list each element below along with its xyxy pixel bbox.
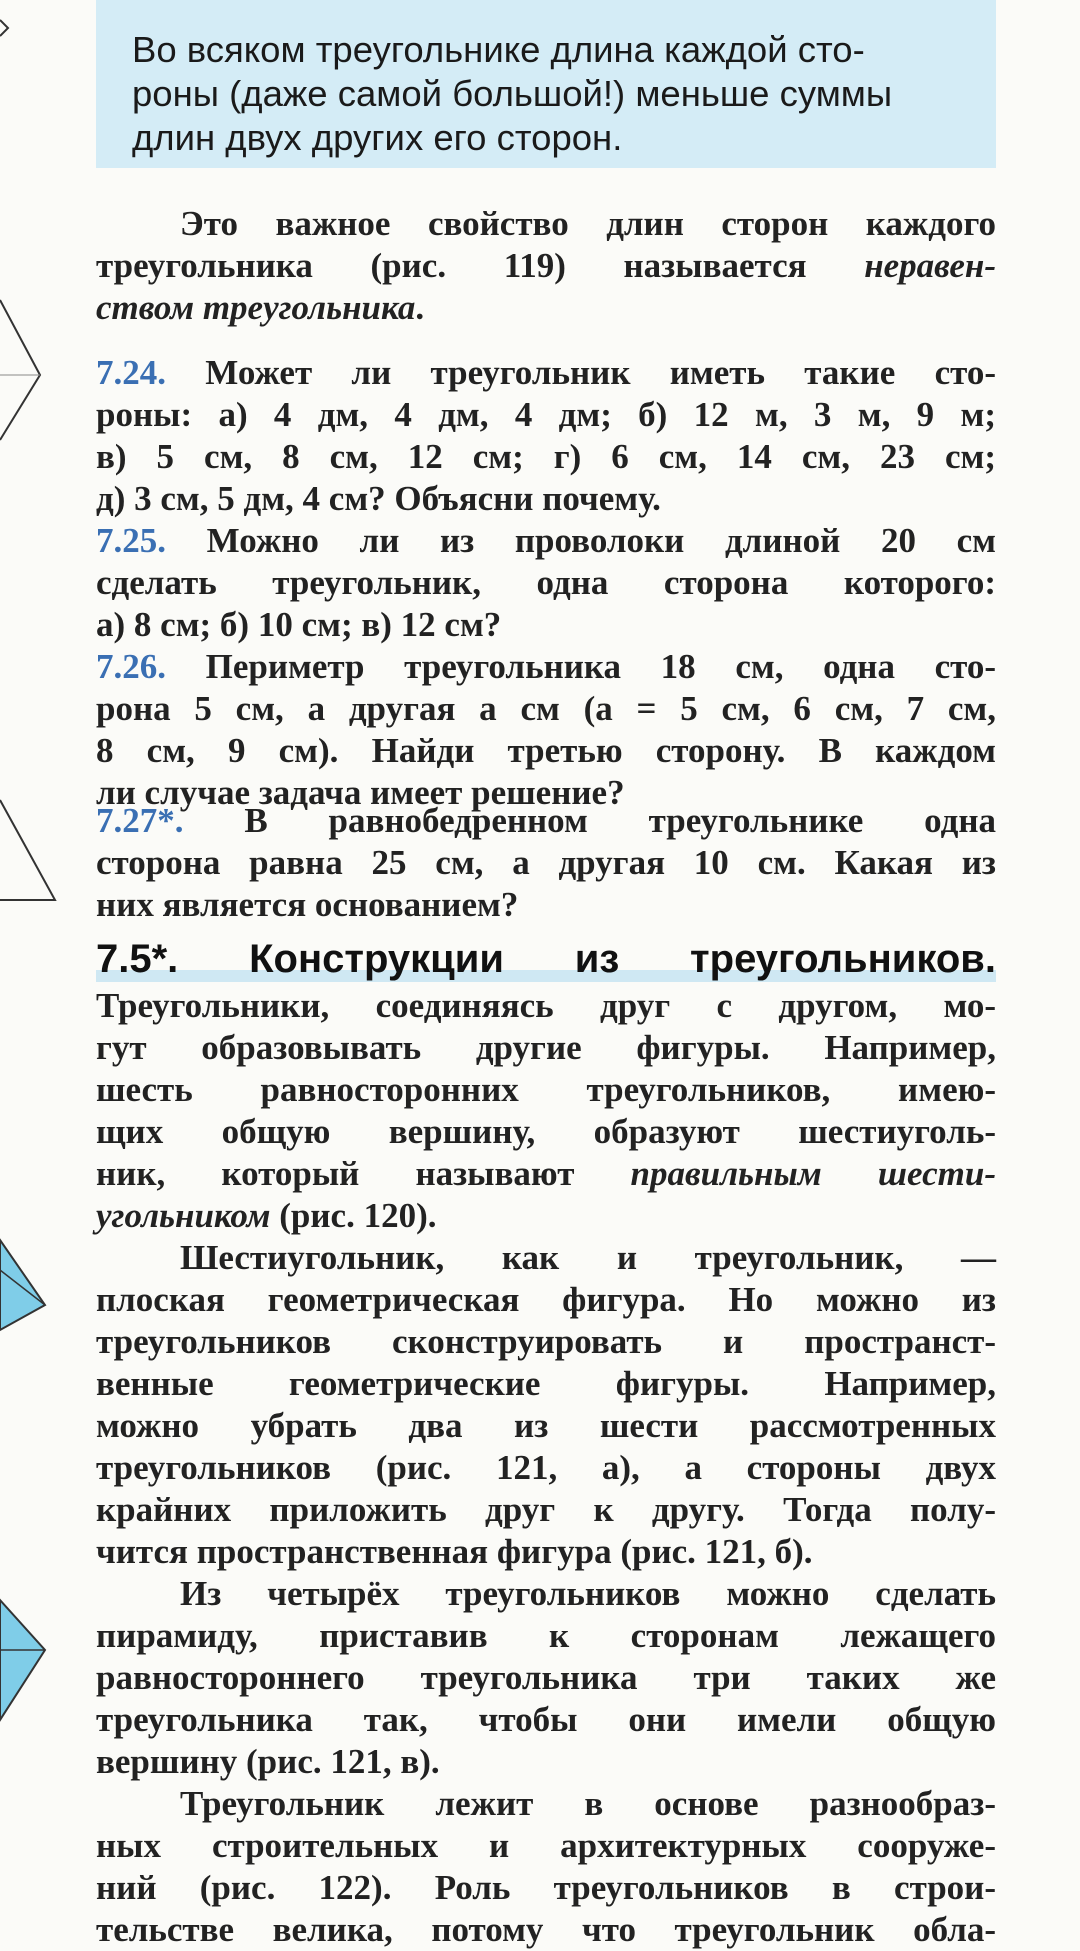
intro-line [96,287,996,329]
body-line: шесть равносторонних треугольников, имею- [96,1070,996,1109]
exercise-line: а) 8 см; б) 10 см; в) 12 см? [96,605,502,644]
body-line: треугольников сконструировать и пространст- [96,1322,996,1361]
triangle-fragment-top [0,20,40,440]
body-line: вершину (рис. 121, в). [96,1742,440,1781]
intro-line: Это важное свойство длин сторон каждого [180,204,996,243]
term-italic: угольником [96,1196,271,1235]
body-line: пирамиду, приставив к сторонам лежащего [96,1616,996,1655]
rule-line: роны (даже самой большой!) меньше суммы [132,73,893,114]
exercise-number: 7.26. [96,647,166,686]
intro-line [96,245,996,287]
body-line: чится пространственная фигура (рис. 121, б). [96,1532,813,1571]
exercise-line: рона 5 см, а другая а см (а = 5 см, 6 см, 7 см, [96,689,996,728]
exercise-line: в) 5 см, 8 см, 12 см; г) 6 см, 14 см, 23 см; [96,437,996,476]
term-italic: ством треугольника [96,288,416,327]
intro-text: треугольника (рис. 119) называется [96,246,865,285]
exercise-text: В равнобедренном треугольнике одна [244,801,996,840]
body-line: крайних приложить друг к другу. Тогда полу- [96,1490,996,1529]
body-line: гут образовывать другие фигуры. Например, [96,1028,996,1067]
exercise-number: 7.24. [96,353,166,392]
exercise-7-25 [96,520,996,562]
section-heading: 7.5*. Конструкции из треугольников. [96,937,996,981]
exercise-line: д) 3 см, 5 дм, 4 см? Объясни почему. [96,479,661,518]
body-line: венные геометрические фигуры. Например, [96,1364,996,1403]
body-line: ний (рис. 122). Роль треугольников в строи- [96,1868,996,1907]
body-line: Из четырёх треугольников можно сделать [180,1574,996,1613]
body-line: плоская геометрическая фигура. Но можно из [96,1280,996,1319]
exercise-line: ли случае задача имеет решение? [96,773,625,812]
body-line [96,1195,996,1237]
exercise-text: Может ли треугольник иметь такие сто- [205,353,997,392]
exercise-number: 7.25. [96,521,166,560]
body-line [96,1153,996,1195]
exercise-7-24 [96,352,996,394]
body-line: ных строительных и архитектурных сооруже- [96,1826,996,1865]
body-line: треугольника так, чтобы они имели общую [96,1700,996,1739]
margin-figure-fragments [0,0,80,1920]
term-italic: неравен- [864,246,996,285]
exercise-7-26 [96,646,996,688]
body-line: щих общую вершину, образуют шестиуголь- [96,1112,996,1151]
body-line: Треугольник лежит в основе разнообраз- [180,1784,996,1823]
exercise-number: 7.27*. [96,801,184,840]
exercise-text: Можно ли из проволоки длиной 20 см [206,521,996,560]
rule-line: длин двух других его сторон. [132,117,623,158]
exercise-7-27 [96,800,996,842]
body-line: треугольников (рис. 121, а), а стороны двух [96,1448,996,1487]
rule-text [132,28,972,160]
pyramid-fragment [0,1600,45,1720]
body-line: можно убрать два из шести рассмотренных [96,1406,996,1445]
body-line: равностороннего треугольника три таких же [96,1658,996,1697]
exercise-line: 8 см, 9 см). Найди третью сторону. В каждом [96,731,996,770]
body-text: (рис. 120). [270,1196,437,1235]
exercise-text: Периметр треугольника 18 см, одна сто- [205,647,996,686]
exercise-line: сторона равна 25 см, а другая 10 см. Какая из [96,843,996,882]
hexagon-fragment [0,1240,45,1330]
body-line: Шестиугольник, как и треугольник, — [180,1238,996,1277]
term-italic: правильным шести- [630,1154,996,1193]
body-line: Треугольники, соединяясь друг с другом, мо- [96,986,996,1025]
rule-line: Во всяком треугольнике длина каждой сто- [132,29,865,70]
triangle-fragment-middle [0,800,55,900]
body-text: ник, который называют [96,1154,631,1193]
exercise-line: них является основанием? [96,885,519,924]
exercise-line: сделать треугольник, одна сторона которого: [96,563,996,602]
body-line: тельстве велика, потому что треугольник обла- [96,1910,996,1949]
exercise-line: роны: а) 4 дм, 4 дм, 4 дм; б) 12 м, 3 м, 9 м; [96,395,996,434]
intro-text: . [415,288,425,327]
